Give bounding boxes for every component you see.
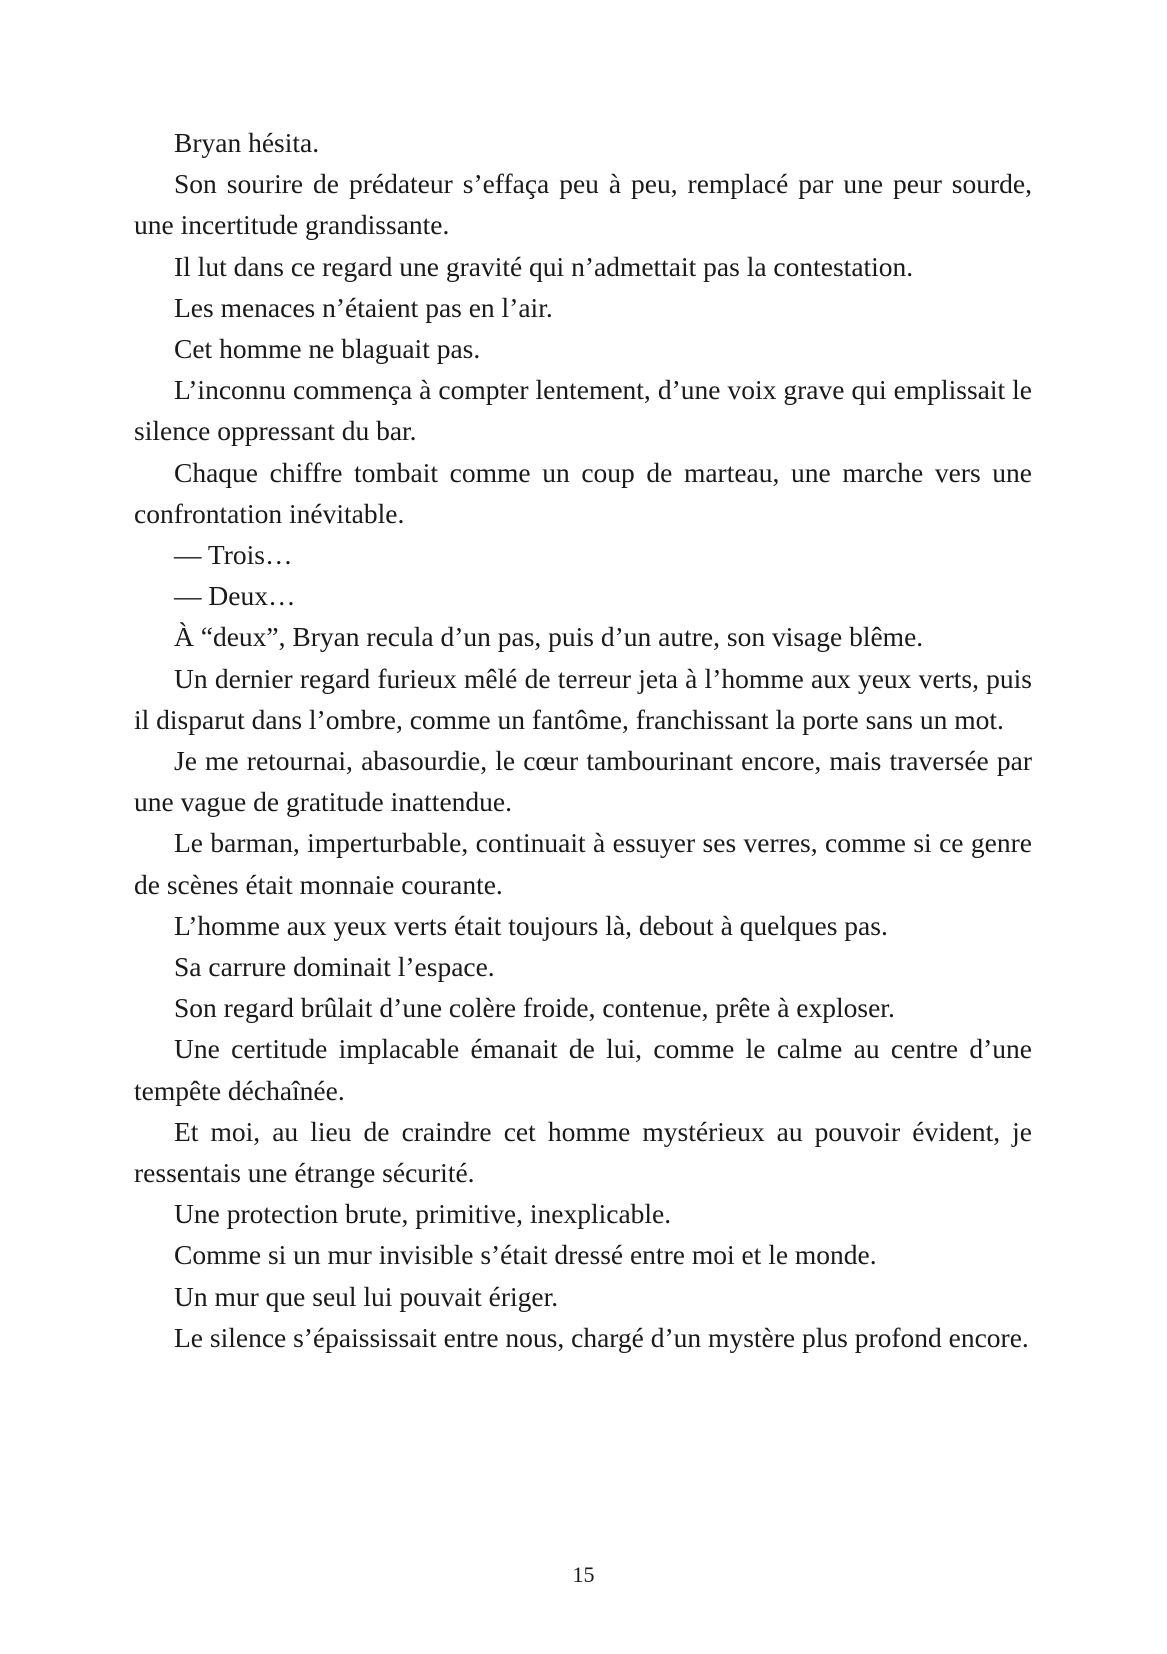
paragraph: Et moi, au lieu de craindre cet homme mystérieux au pouvoir évident, je ressentais une étrange sécurité.: [134, 1115, 1032, 1189]
dialogue-line: — Deux…: [174, 580, 296, 612]
paragraph: Un dernier regard furieux mêlé de terreur jeta à l’homme aux yeux verts, puis il disparut dans l’ombre, comme un fantôme, franchissant la porte sans un mot.: [134, 662, 1032, 735]
paragraph: Je me retournai, abasourdie, le cœur tambourinant encore, mais traversée par une vague de gratitude inattendue.: [134, 745, 1032, 818]
paragraph: Il lut dans ce regard une gravité qui n’admettait pas la contestation.: [174, 250, 914, 282]
paragraph: Comme si un mur invisible s’était dressé entre moi et le monde.: [174, 1239, 877, 1271]
paragraph: À “deux”, Bryan recula d’un pas, puis d’un autre, son visage blême.: [174, 621, 924, 653]
paragraph: Le silence s’épaississait entre nous, chargé d’un mystère plus profond encore.: [174, 1321, 1029, 1353]
paragraph: Sa carrure dominait l’espace.: [174, 951, 495, 983]
paragraph: Cet homme ne blaguait pas.: [174, 333, 481, 365]
paragraph: L’inconnu commença à compter lentement, d’une voix grave qui emplissait le silence oppressant du bar.: [134, 374, 1032, 447]
paragraph: Chaque chiffre tombait comme un coup de marteau, une marche vers une confrontation inévitable.: [134, 456, 1032, 529]
paragraph: Le barman, imperturbable, continuait à essuyer ses verres, comme si ce genre de scènes était monnaie courante.: [134, 827, 1032, 900]
paragraph: Son sourire de prédateur s’effaça peu à peu, remplacé par une peur sourde, une incertitude grandissante.: [134, 168, 1032, 241]
page-number: 15: [572, 1562, 595, 1587]
paragraph: Une protection brute, primitive, inexplicable.: [174, 1198, 672, 1230]
paragraph: Un mur que seul lui pouvait ériger.: [174, 1280, 559, 1312]
paragraph: Les menaces n’étaient pas en l’air.: [174, 291, 553, 323]
paragraph: Une certitude implacable émanait de lui, comme le calme au centre d’une tempête déchaînée.: [134, 1033, 1032, 1106]
body-text: [134, 122, 1032, 1358]
paragraph: Son regard brûlait d’une colère froide, contenue, prête à exploser.: [174, 992, 895, 1024]
paragraph: L’homme aux yeux verts était toujours là, debout à quelques pas.: [174, 909, 888, 941]
paragraph: Bryan hésita.: [174, 127, 320, 158]
dialogue-line: — Trois…: [174, 539, 293, 571]
